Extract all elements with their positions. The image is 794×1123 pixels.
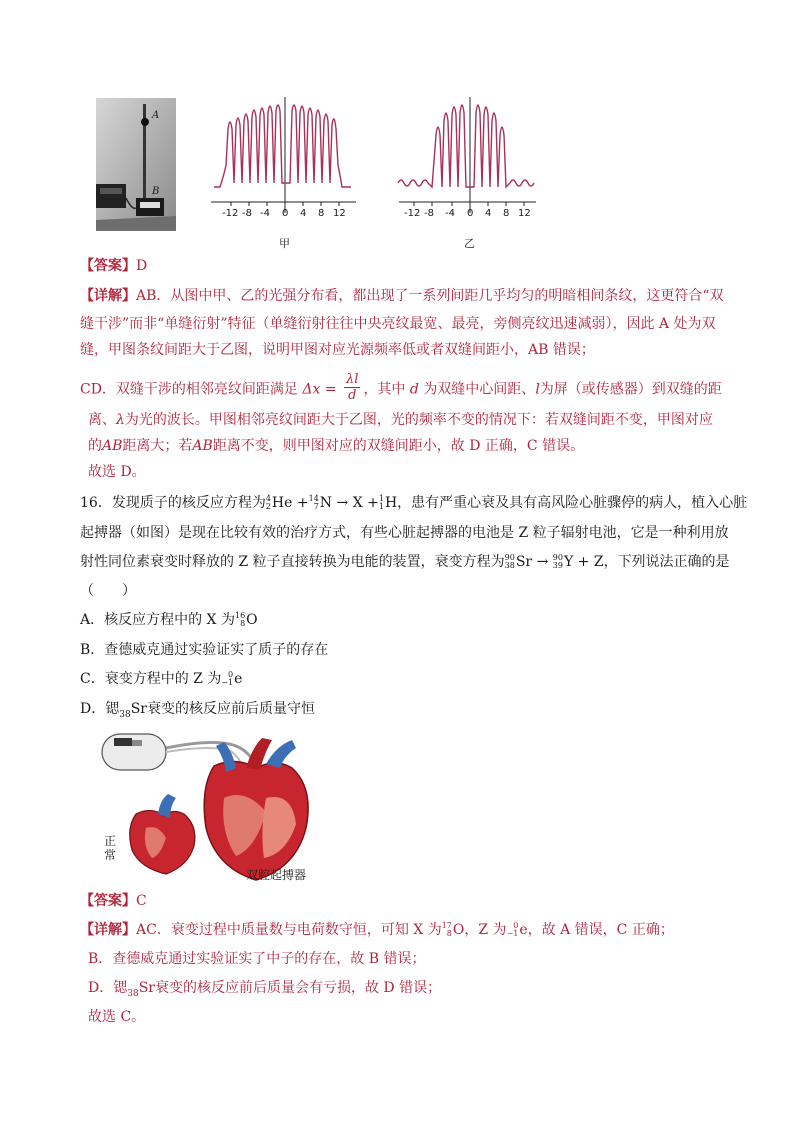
tick: 12 bbox=[518, 208, 531, 219]
caption-yi: 乙 bbox=[464, 237, 475, 250]
caption-jia: 甲 bbox=[279, 237, 290, 250]
tick: 8 bbox=[318, 208, 325, 219]
q16-answer: 【答案】C bbox=[80, 893, 147, 909]
q15-detail-line-7: 故选 D。 bbox=[88, 464, 146, 480]
q15-detail-line-4: CD．双缝干涉的相邻亮纹间距满足 Δx = $\frac{\lambda l}{d}$ ，其中 d 为双缝中心间距、l为屏（或传感器）到双缝的距 bbox=[80, 372, 722, 403]
label-normal: 正常 bbox=[104, 834, 117, 862]
q15-answer: 【答案】D bbox=[80, 258, 148, 274]
tick: 4 bbox=[300, 208, 307, 219]
q16-detail-line-3: D．锶$_{38}$Sr衰变的核反应前后质量会有亏损，故 D 错误； bbox=[88, 980, 442, 999]
label-pacemaker: 双腔起搏器 bbox=[246, 868, 307, 882]
q15-detail-line-3: 缝，甲图条纹间距大于乙图，说明甲图对应光源频率低或者双缝间距小，AB 错误； bbox=[80, 342, 595, 358]
apparatus-photo bbox=[96, 98, 176, 231]
intensity-plot-jia bbox=[206, 95, 356, 255]
q16-stem-line-3: 射性同位素衰变时释放的 Z 粒子直接转换为电能的装置，衰变方程为 90 38 Sr → 90 39 Y + Z，下列说法正确的是 bbox=[80, 553, 730, 570]
tick: -8 bbox=[424, 208, 434, 219]
tick: -4 bbox=[260, 208, 270, 219]
q16-stem-line-2: 起搏器（如图）是现在比较有效的治疗方式，有些心脏起搏器的电池是 Z 粒子辐射电池，它是一种利用放 bbox=[80, 525, 729, 541]
q16-option-d[interactable]: D．锶$_{38}$Sr衰变的核反应前后质量守恒 bbox=[80, 701, 315, 720]
q16-stem-line-1: 16．发现质子的核反应方程为 4 2 He + 14 7 N → X + 1 1 H，患有严重心衰及具有高风险心脏骤停的病人，植入心脏 bbox=[80, 494, 748, 511]
q16-detail-line-2: B．查德威克通过实验证实了中子的存在，故 B 错误； bbox=[88, 951, 426, 967]
tick: 0 bbox=[467, 208, 474, 219]
tick: 0 bbox=[282, 208, 289, 219]
q15-detail-line-6: 的AB距离大；若AB距离不变，则甲图对应的双缝间距小，故 D 正确，C 错误。 bbox=[88, 438, 585, 454]
q16-option-b[interactable]: B．查德威克通过实验证实了质子的存在 bbox=[80, 642, 329, 658]
tick: 8 bbox=[503, 208, 510, 219]
pacemaker-figure bbox=[96, 728, 376, 888]
q16-option-a[interactable]: A．核反应方程中的 X 为 16 8 O bbox=[80, 611, 258, 628]
label-a: A bbox=[152, 110, 160, 121]
q15-detail-line-1: 【详解】AB．从图中甲、乙的光强分布看，都出现了一系列间距几乎均匀的明暗相间条纹，这更符合“双 bbox=[80, 288, 724, 304]
q16-detail-line-1: 【详解】AC．衰变过程中质量数与电荷数守恒，可知 X 为 17 8 O，Z 为 0 −1 e，故 A 错误，C 正确； bbox=[80, 921, 674, 938]
q16-detail-line-4: 故选 C。 bbox=[88, 1009, 146, 1025]
fraction: $\frac{\lambda l}{d}$ bbox=[346, 372, 359, 403]
tick: -12 bbox=[222, 208, 239, 219]
label-b: B bbox=[152, 186, 160, 197]
tick: -4 bbox=[445, 208, 455, 219]
intensity-plot-yi bbox=[394, 95, 544, 255]
tick: 12 bbox=[333, 208, 346, 219]
tick: 4 bbox=[485, 208, 492, 219]
tick: -12 bbox=[404, 208, 421, 219]
tick: -8 bbox=[242, 208, 252, 219]
q16-stem-line-4: （ ） bbox=[80, 583, 136, 599]
q15-detail-line-5: 离、λ为光的波长。甲图相邻亮纹间距大于乙图，光的频率不变的情况下：若双缝间距不变，甲图对应 bbox=[88, 412, 713, 428]
q15-detail-line-2: 缝干涉”而非“单缝衍射”特征（单缝衍射往往中央亮纹最宽、最亮，旁侧亮纹迅速减弱），因此 A 处为双 bbox=[80, 316, 716, 332]
q16-option-c[interactable]: C．衰变方程中的 Z 为 0 −1 e bbox=[80, 670, 243, 687]
